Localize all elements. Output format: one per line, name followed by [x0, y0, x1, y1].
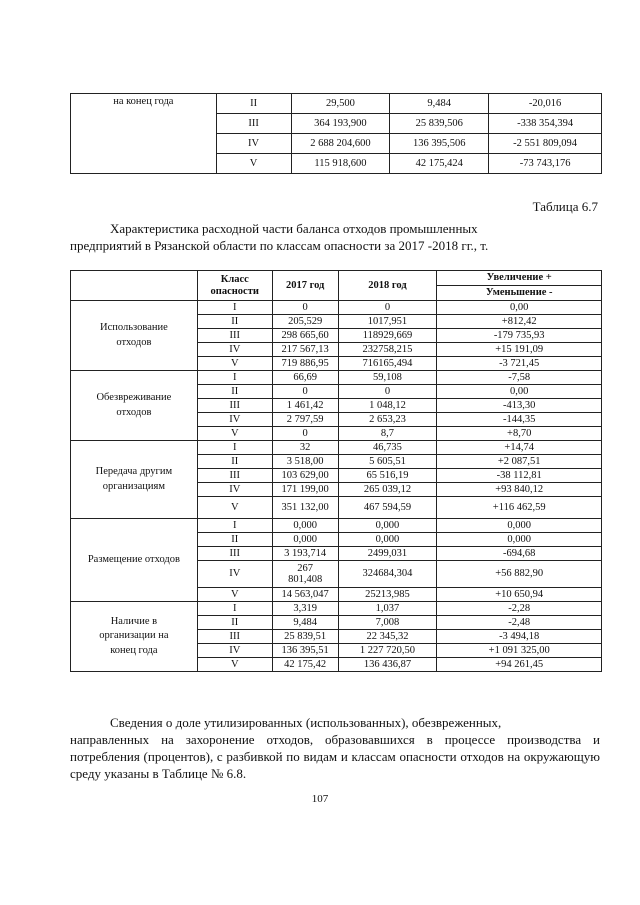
value-2018: 136 395,506 [390, 134, 489, 154]
table-row [71, 519, 602, 533]
table-row [71, 301, 602, 315]
value-2018: 0,000 [338, 533, 437, 547]
value-2018: 59,108 [338, 371, 437, 385]
header-2017: 2017 год [272, 271, 338, 301]
class-cell: V [197, 427, 272, 441]
value-diff: +93 840,12 [437, 483, 602, 497]
class-cell: V [197, 588, 272, 602]
class-cell: I [197, 602, 272, 616]
value-diff: -694,68 [437, 547, 602, 561]
value-2018: 136 436,87 [338, 658, 437, 672]
class-cell: II [216, 94, 291, 114]
value-2017: 0,000 [272, 533, 338, 547]
category-line: конец года [110, 644, 158, 656]
value-diff: 0,000 [437, 533, 602, 547]
value-diff: -7,58 [437, 371, 602, 385]
table-number-label: Таблица 6.7 [532, 199, 598, 214]
value-diff: +15 191,09 [437, 343, 602, 357]
value-2018: 232758,215 [338, 343, 437, 357]
class-cell: I [197, 519, 272, 533]
class-cell: V [216, 154, 291, 174]
category-line: Обезвреживание [96, 392, 172, 404]
value-2018: 5 605,51 [338, 455, 437, 469]
value-2017: 0 [272, 301, 338, 315]
table-row [71, 602, 602, 616]
value-diff: -3 721,45 [437, 357, 602, 371]
value-diff: +812,42 [437, 315, 602, 329]
header-class-line2: опасности [210, 285, 259, 297]
value-diff: +1 091 325,00 [437, 644, 602, 658]
class-cell: V [197, 357, 272, 371]
class-cell: II [197, 315, 272, 329]
value-2017: 0,000 [272, 519, 338, 533]
header-class [197, 271, 272, 301]
value-2017: 2 688 204,600 [291, 134, 390, 154]
value-diff: -338 354,394 [489, 114, 602, 134]
value-diff: +56 882,90 [437, 561, 602, 588]
value-2018: 118929,669 [338, 329, 437, 343]
value-2018: 7,008 [338, 616, 437, 630]
class-cell: IV [197, 644, 272, 658]
category-cell [71, 301, 198, 371]
value-diff: +94 261,45 [437, 658, 602, 672]
value-2018: 1017,951 [338, 315, 437, 329]
value-2017: 9,484 [272, 616, 338, 630]
header-decrease: Уменьшение - [437, 286, 602, 301]
waste-balance-table [70, 270, 602, 672]
value-2017 [272, 561, 338, 588]
body-paragraph-rest: направленных на захоронение отходов, образовавшихся в процессе производства и потребления (процентов), с разбивкой по видам и классам опасности отходов на окружающую среду указаны в Таблице № 6.8. [70, 732, 600, 781]
value-diff: +10 650,94 [437, 588, 602, 602]
class-cell: I [197, 441, 272, 455]
value-2018: 42 175,424 [390, 154, 489, 174]
category-cell: Размещение отходов [71, 519, 198, 602]
value-2018: 0,000 [338, 519, 437, 533]
value-2017: 364 193,900 [291, 114, 390, 134]
value-2017: 3,319 [272, 602, 338, 616]
category-line: отходов [116, 406, 152, 418]
category-line: Использование [100, 322, 168, 334]
value-2017: 1 461,42 [272, 399, 338, 413]
class-cell: II [197, 455, 272, 469]
value-2018: 467 594,59 [338, 497, 437, 519]
value-2018: 8,7 [338, 427, 437, 441]
value-diff: -38 112,81 [437, 469, 602, 483]
value-2017-line2: 801,408 [288, 574, 323, 585]
value-2018: 2499,031 [338, 547, 437, 561]
value-2018: 1,037 [338, 602, 437, 616]
class-cell: III [197, 469, 272, 483]
value-2018: 1 048,12 [338, 399, 437, 413]
class-cell: IV [197, 561, 272, 588]
value-2017: 719 886,95 [272, 357, 338, 371]
value-2017: 351 132,00 [272, 497, 338, 519]
value-2017: 136 395,51 [272, 644, 338, 658]
value-2018: 25 839,506 [390, 114, 489, 134]
class-cell: III [197, 399, 272, 413]
row-label: на конец года [71, 94, 217, 174]
value-diff: -144,35 [437, 413, 602, 427]
class-cell: I [197, 301, 272, 315]
value-2018: 0 [338, 301, 437, 315]
value-2017: 42 175,42 [272, 658, 338, 672]
header-row [71, 271, 602, 286]
value-2017: 29,500 [291, 94, 390, 114]
value-2017: 171 199,00 [272, 483, 338, 497]
value-diff: -413,30 [437, 399, 602, 413]
value-2017: 3 518,00 [272, 455, 338, 469]
value-diff: -2,48 [437, 616, 602, 630]
value-2017: 205,529 [272, 315, 338, 329]
header-increase: Увеличение + [437, 271, 602, 286]
class-cell: II [197, 616, 272, 630]
category-cell [71, 602, 198, 672]
category-line: организации на [99, 630, 169, 642]
value-2018: 1 227 720,50 [338, 644, 437, 658]
body-paragraph-line1: Сведения о доле утилизированных (использованных), обезвреженных, [110, 715, 502, 730]
category-line: отходов [116, 336, 152, 348]
class-cell: V [197, 658, 272, 672]
value-2018: 265 039,12 [338, 483, 437, 497]
category-line: Передача другим [95, 466, 173, 478]
value-2018: 324684,304 [338, 561, 437, 588]
value-2018: 22 345,32 [338, 630, 437, 644]
value-2017: 217 567,13 [272, 343, 338, 357]
value-2017: 25 839,51 [272, 630, 338, 644]
value-2018: 0 [338, 385, 437, 399]
value-2017-line1: 267 [297, 562, 314, 574]
value-2018: 9,484 [390, 94, 489, 114]
class-cell: IV [216, 134, 291, 154]
class-cell: IV [197, 483, 272, 497]
category-cell [71, 441, 198, 519]
table-row [71, 94, 602, 114]
value-2017: 0 [272, 427, 338, 441]
category-cell [71, 371, 198, 441]
class-cell: III [197, 630, 272, 644]
value-diff: -73 743,176 [489, 154, 602, 174]
value-diff: +14,74 [437, 441, 602, 455]
value-2018: 25213,985 [338, 588, 437, 602]
page-number: 107 [311, 793, 329, 805]
header-empty [71, 271, 198, 301]
value-diff: 0,000 [437, 519, 602, 533]
value-diff: -2,28 [437, 602, 602, 616]
header-2018: 2018 год [338, 271, 437, 301]
value-2018: 716165,494 [338, 357, 437, 371]
value-diff: +8,70 [437, 427, 602, 441]
value-diff: -3 494,18 [437, 630, 602, 644]
class-cell: III [197, 329, 272, 343]
value-2017: 3 193,714 [272, 547, 338, 561]
table-title-line2: предприятий в Рязанской области по классам опасности за 2017 -2018 гг., т. [70, 238, 489, 253]
value-2017: 66,69 [272, 371, 338, 385]
value-diff: 0,00 [437, 301, 602, 315]
class-cell: II [197, 533, 272, 547]
value-2017: 0 [272, 385, 338, 399]
value-2017: 2 797,59 [272, 413, 338, 427]
value-diff: +116 462,59 [437, 497, 602, 519]
class-cell: II [197, 385, 272, 399]
value-2017: 115 918,600 [291, 154, 390, 174]
category-line: организациям [102, 480, 166, 492]
body-paragraph [70, 714, 600, 782]
class-cell: I [197, 371, 272, 385]
category-line: Наличие в [110, 616, 158, 628]
table-title [70, 220, 600, 254]
value-2018: 46,735 [338, 441, 437, 455]
class-cell: V [197, 497, 272, 519]
value-diff: -2 551 809,094 [489, 134, 602, 154]
class-cell: IV [197, 413, 272, 427]
value-2017: 103 629,00 [272, 469, 338, 483]
value-2017: 14 563,047 [272, 588, 338, 602]
value-diff: -179 735,93 [437, 329, 602, 343]
class-cell: III [197, 547, 272, 561]
value-diff: -20,016 [489, 94, 602, 114]
value-diff: +2 087,51 [437, 455, 602, 469]
value-2017: 32 [272, 441, 338, 455]
value-2017: 298 665,60 [272, 329, 338, 343]
class-cell: III [216, 114, 291, 134]
value-2018: 2 653,23 [338, 413, 437, 427]
value-2018: 65 516,19 [338, 469, 437, 483]
class-cell: IV [197, 343, 272, 357]
value-diff: 0,00 [437, 385, 602, 399]
table-row [71, 441, 602, 455]
table-title-line1: Характеристика расходной части баланса отходов промышленных [110, 221, 478, 236]
table-row [71, 371, 602, 385]
header-class-line1: Класс [220, 274, 249, 286]
top-continuation-table [70, 93, 602, 174]
